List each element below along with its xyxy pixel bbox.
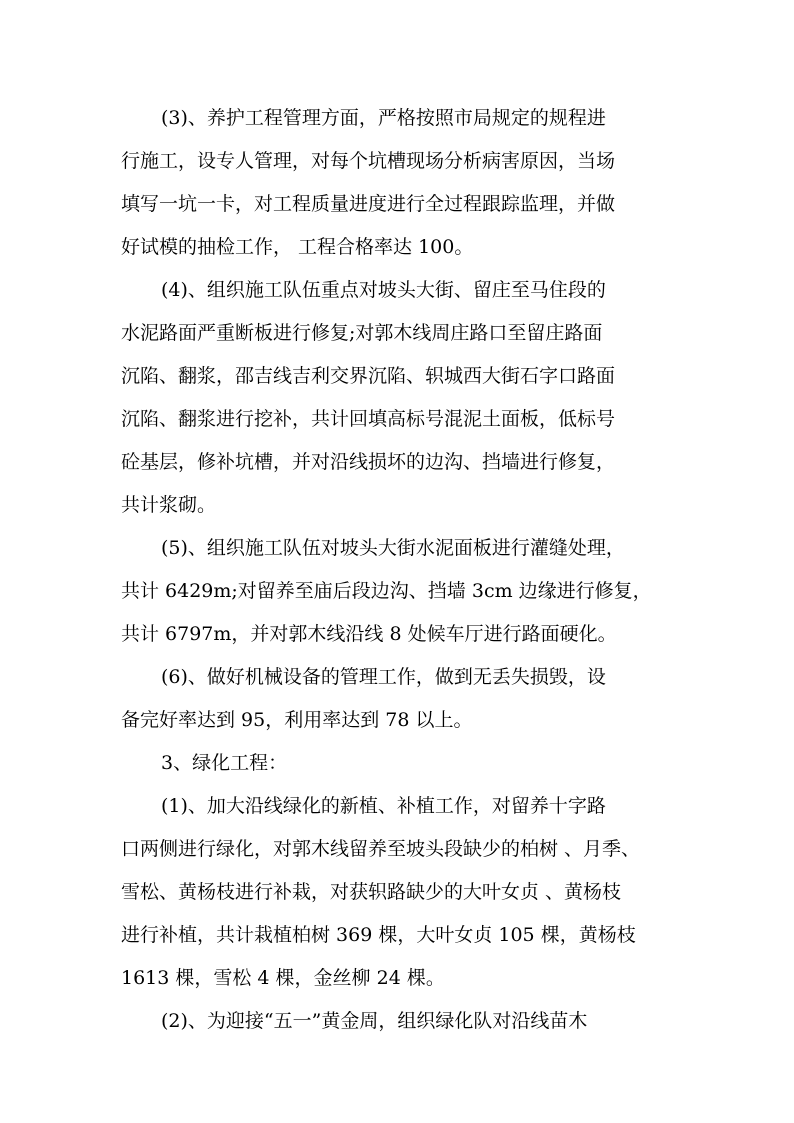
text-line: 行施工，设专人管理，对每个坑槽现场分析病害原因，当场 [121,150,616,172]
text-line: 沉陷、翻浆，邵吉线吉利交界沉陷、轵城西大街石字口路面 [121,365,616,387]
text-line: 填写一坑一卡，对工程质量进度进行全过程跟踪监理，并做 [121,193,616,215]
text-line: 备完好率达到 95，利用率达到 78 以上。 [121,709,473,731]
text-line: (3)、养护工程管理方面，严格按照市局规定的规程进 [161,107,606,129]
text-line: 共计 6429m;对留养至庙后段边沟、挡墙 3cm 边缘进行修复， [121,580,652,602]
text-line: 共计浆砌。 [121,494,217,516]
text-line: (1)、加大沿线绿化的新植、补植工作，对留养十字路 [161,795,606,817]
text-line: (6)、做好机械设备的管理工作，做到无丢失损毁，设 [161,666,606,688]
text-line: 口两侧进行绿化，对郭木线留养至坡头段缺少的柏树 、月季、 [121,838,641,860]
text-line: 砼基层，修补坑槽，并对沿线损坏的边沟、挡墙进行修复， [121,451,616,473]
text-line: (4)、组织施工队伍重点对坡头大街、留庄至马住段的 [161,279,606,301]
text-line: 好试模的抽检工作， 工程合格率达 100。 [121,236,474,258]
text-line: (2)、为迎接“五一”黄金周，组织绿化队对沿线苗木 [161,1010,588,1032]
text-line: (5)、组织施工队伍对坡头大街水泥面板进行灌缝处理， [161,537,625,559]
section-heading: 3、绿化工程： [161,752,288,774]
text-line: 进行补植，共计栽植柏树 369 棵，大叶女贞 105 棵，黄杨枝 [121,924,636,946]
text-line: 沉陷、翻浆进行挖补，共计回填高标号混泥土面板，低标号 [121,408,616,430]
text-line: 水泥路面严重断板进行修复;对郭木线周庄路口至留庄路面 [121,322,603,344]
text-line: 雪松、黄杨枝进行补栽，对获轵路缺少的大叶女贞 、黄杨枝 [121,881,622,903]
text-line: 1613 棵，雪松 4 棵，金丝柳 24 棵。 [121,967,445,989]
text-line: 共计 6797m，并对郭木线沿线 8 处候车厅进行路面硬化。 [121,623,617,645]
